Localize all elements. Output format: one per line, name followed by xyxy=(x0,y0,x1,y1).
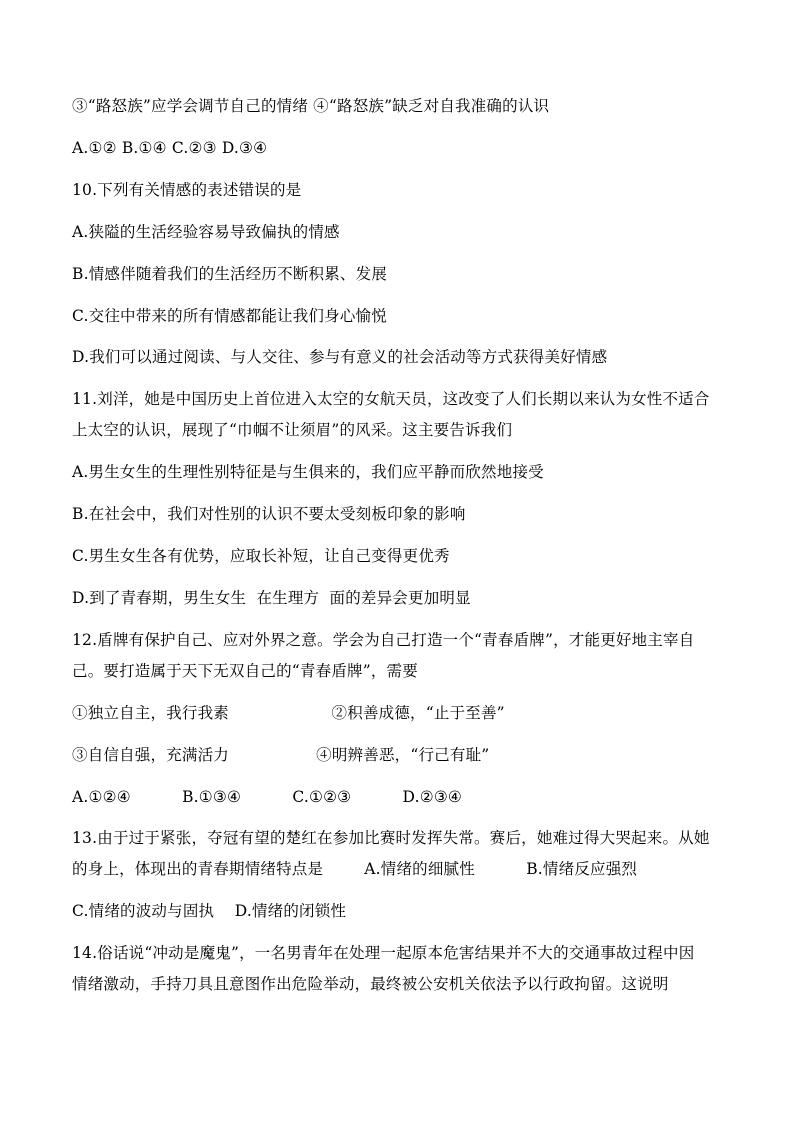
text-line: A.①② B.①④ C.②③ D.③④ xyxy=(72,139,268,157)
text-line: A.①②④ B.①③④ C.①②③ D.②③④ xyxy=(72,788,463,806)
text-line: D.到了青春期，男生女生 在生理方 面的差异会更加明显 xyxy=(72,589,471,607)
text-line: 11.刘洋，她是中国历史上首位进入太空的女航天员，这改变了人们长期以来认为女性不适合 xyxy=(72,390,710,408)
text-line: ①独立自主，我行我素 ②积善成德，“止于至善” xyxy=(72,704,505,722)
text-line: 14.俗话说“冲动是魔鬼”，一名男青年在处理一起原本危害结果并不大的交通事故过程中因 xyxy=(72,944,695,962)
text-line: ③自信自强，充满活力 ④明辨善恶，“行己有耻” xyxy=(72,746,490,764)
text-line: 12.盾牌有保护自己、应对外界之意。学会为自己打造一个“青春盾牌”，才能更好地主宰自 xyxy=(72,631,695,649)
text-line: A.男生女生的生理性别特征是与生俱来的，我们应平静而欣然地接受 xyxy=(72,463,544,481)
text-line: B.情感伴随着我们的生活经历不断积累、发展 xyxy=(72,265,388,283)
text-line: 10.下列有关情感的表述错误的是 xyxy=(72,181,302,199)
text-line: B.在社会中，我们对性别的认识不要太受刻板印象的影响 xyxy=(72,505,466,523)
text-line: 己。要打造属于天下无双自己的“青春盾牌”，需要 xyxy=(72,662,418,680)
text-line: A.狭隘的生活经验容易导致偏执的情感 xyxy=(72,223,340,241)
text-line: C.男生女生各有优势，应取长补短，让自己变得更优秀 xyxy=(72,547,450,565)
text-line: 情绪激动，手持刀具且意图作出危险举动，最终被公安机关依法予以行政拘留。这说明 xyxy=(72,975,669,993)
text-line: 上太空的认识，展现了“巾帼不让须眉”的风采。这主要告诉我们 xyxy=(72,421,513,439)
text-line: C.情绪的波动与固执 D.情绪的闭锁性 xyxy=(72,902,347,920)
text-line: ③“路怒族”应学会调节自己的情绪 ④“路怒族”缺乏对自我准确的认识 xyxy=(72,97,550,115)
text-line: D.我们可以通过阅读、与人交往、参与有意义的社会活动等方式获得美好情感 xyxy=(72,348,608,366)
text-line: C.交往中带来的所有情感都能让我们身心愉悦 xyxy=(72,307,387,325)
text-line: 的身上，体现出的青春期情绪特点是 A.情绪的细腻性 B.情绪反应强烈 xyxy=(72,860,638,878)
text-line: 13.由于过于紧张，夺冠有望的楚红在参加比赛时发挥失常。赛后，她难过得大哭起来。从她 xyxy=(72,829,710,847)
